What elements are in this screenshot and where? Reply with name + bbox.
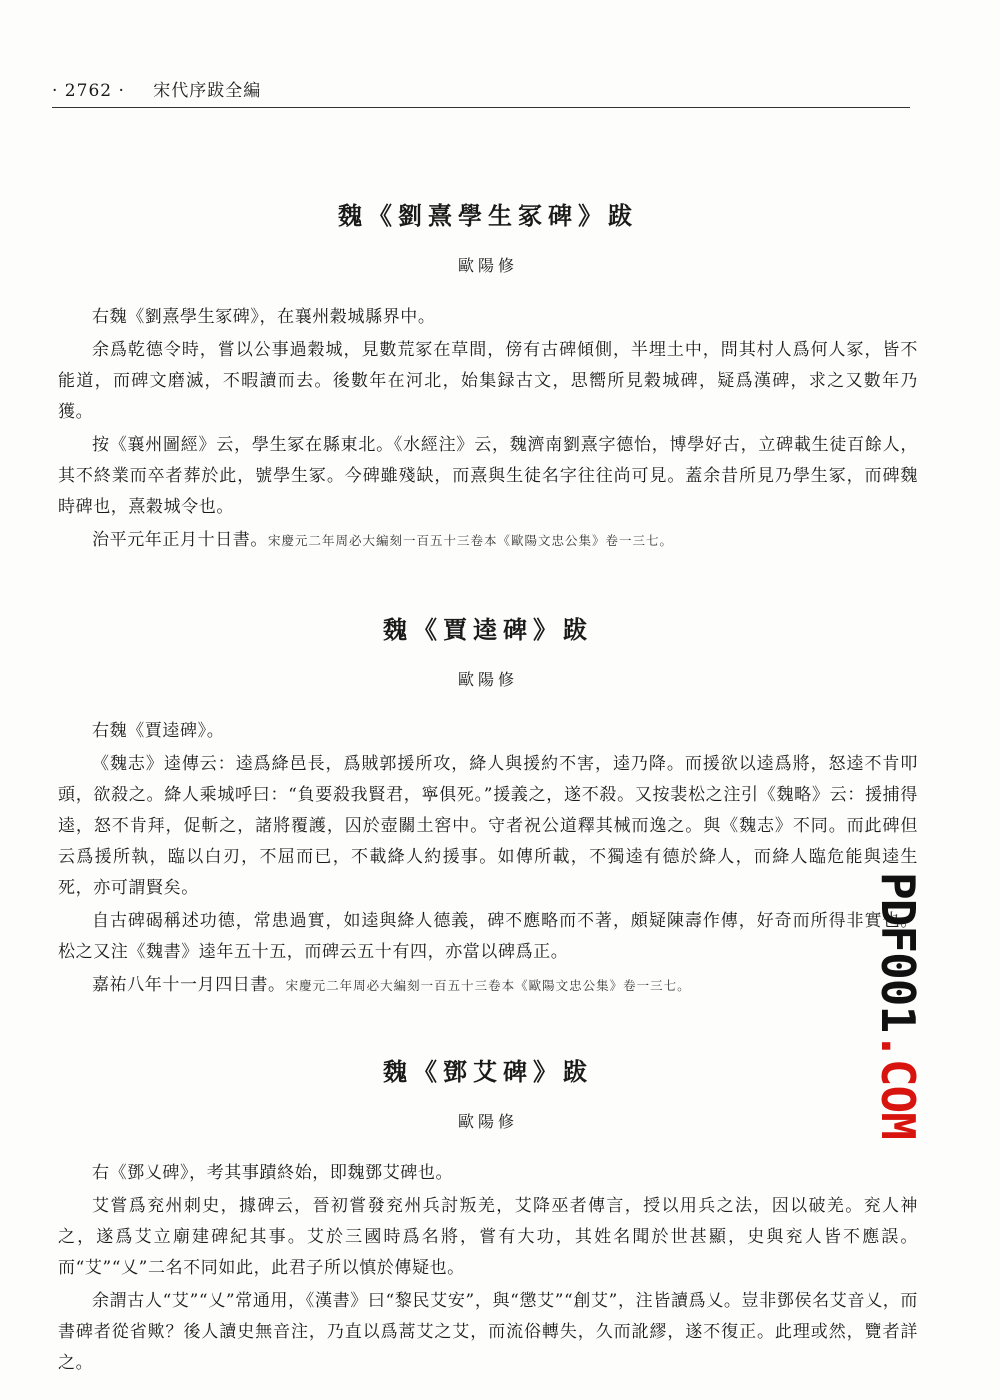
page-number: · 2762 · xyxy=(52,81,125,101)
section-author: 歐陽修 xyxy=(457,256,518,275)
date-text: 嘉祐八年十一月四日書。 xyxy=(92,975,286,995)
section-author: 歐陽修 xyxy=(457,670,518,689)
paragraph: 《魏志》逵傳云：逵爲絳邑長，爲賊郭援所攻，絳人與援約不害，逵乃降。而援欲以逵爲將，怒逵不肯叩頭，欲殺之。絳人乘城呼曰：“負要殺我賢君，寧俱死。”援義之，遂不殺。又按裴松之注引《魏略》云：援捕得逵，怒不肯拜，促斬之，諸將覆護，囚於壺關土窖中。守者祝公道釋其械而逸之。與《魏志》不同。而此碑但云爲援所執，臨以白刃，不屈而已，不載絳人約援事。如傳所載，不獨逵有德於絳人，而絳人臨危能與逵生死，亦可謂賢矣。 xyxy=(58,754,918,898)
section-title: 魏《鄧艾碑》跋 xyxy=(383,1057,593,1086)
source-note: 宋慶元二年周必大編刻一百五十三卷本《歐陽文忠公集》卷一三七。 xyxy=(285,978,691,993)
paragraph: 右《鄧乂碑》，考其事蹟終始，即魏鄧艾碑也。 xyxy=(92,1163,454,1183)
watermark-text-main: PDF001 xyxy=(871,872,925,1033)
section-jia-kui-stele xyxy=(58,610,918,1003)
paragraph: 右魏《劉熹學生冢碑》，在襄州穀城縣界中。 xyxy=(92,307,436,327)
paragraph: 艾嘗爲兖州刺史，據碑云，晉初嘗發兖州兵討叛羌，艾降巫者傳言，授以用兵之法，因以破羌。兖人神之，遂爲艾立廟建碑紀其事。艾於三國時爲名將，嘗有大功，其姓名聞於世甚顯，史與兖人皆不應誤。而“艾”“乂”二名不同如此，此君子所以慎於傳疑也。 xyxy=(58,1196,918,1278)
paragraph: 按《襄州圖經》云，學生冢在縣東北。《水經注》云，魏濟南劉熹字德怡，博學好古，立碑載生徒百餘人，其不終業而卒者葬於此，號學生冢。今碑雖殘缺，而熹與生徒名字往往尚可見。蓋余昔所見乃學生冢，而碑魏時碑也，熹穀城令也。 xyxy=(58,435,918,517)
paragraph: 余爲乾德令時，嘗以公事過穀城，見數荒冢在草間，傍有古碑傾側，半埋土中，問其村人爲何人冢，皆不能道，而碑文磨滅，不暇讀而去。後數年在河北，始集録古文，思嚮所見穀城碑，疑爲漢碑，求之又數年乃獲。 xyxy=(58,340,918,422)
site-watermark xyxy=(868,872,928,1172)
date-line xyxy=(58,970,918,1001)
date-line xyxy=(58,525,918,556)
section-author: 歐陽修 xyxy=(457,1112,518,1131)
paragraph: 自古碑碣稱述功德，常患過實，如逵與絳人德義，碑不應略而不著，頗疑陳壽作傳，好奇而所得非實也。松之又注《魏書》逵年五十五，而碑云五十有四，亦當以碑爲正。 xyxy=(58,911,918,962)
watermark-text-domain: .COM xyxy=(871,1032,925,1139)
source-note: 宋慶元二年周必大編刻一百五十三卷本《歐陽文忠公集》卷一三七。 xyxy=(268,533,674,548)
date-text: 治平元年正月十日書。 xyxy=(92,530,268,550)
running-header xyxy=(52,76,910,101)
paragraph: 右魏《賈逵碑》。 xyxy=(92,721,225,741)
section-liu-xi-stele xyxy=(58,196,918,558)
book-title: 宋代序跋全編 xyxy=(153,81,262,101)
section-deng-ai-stele xyxy=(58,1052,918,1381)
section-title: 魏《劉熹學生冢碑》跋 xyxy=(338,201,638,230)
header-rule xyxy=(52,107,910,108)
section-title: 魏《賈逵碑》跋 xyxy=(383,615,593,644)
paragraph: 余謂古人“艾”“乂”常通用，《漢書》曰“黎民艾安”，與“懲艾”“創艾”，注皆讀爲乂。豈非鄧侯名艾音乂，而書碑者從省歟？後人讀史無音注，乃直以爲蒿艾之艾，而流俗轉失，久而訛繆，遂不復正。此理或然，覽者詳之。 xyxy=(58,1291,918,1373)
